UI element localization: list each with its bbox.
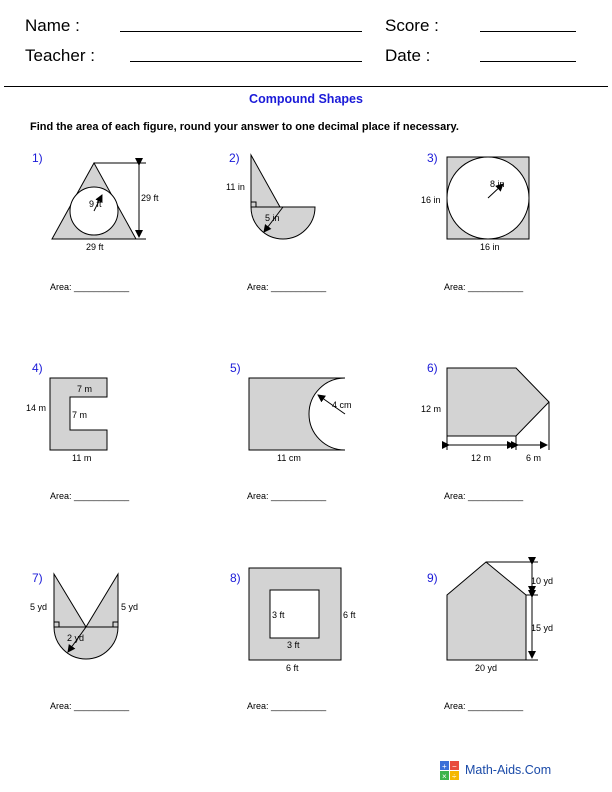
problem-1 bbox=[32, 151, 159, 292]
dim-label: 11 cm bbox=[277, 453, 301, 463]
area-answer[interactable]: Area: ___________ bbox=[444, 701, 524, 711]
dim-label: 7 m bbox=[77, 384, 93, 394]
problem-7 bbox=[30, 571, 138, 711]
problem-number: 8) bbox=[230, 571, 241, 585]
dim-label: 29 ft bbox=[86, 242, 104, 252]
triangle-shape bbox=[251, 155, 280, 207]
triangle-shape bbox=[54, 574, 86, 627]
dim-label: 16 in bbox=[421, 195, 441, 205]
rect-with-notch-shape bbox=[249, 378, 345, 450]
dim-label: 5 yd bbox=[121, 602, 139, 612]
dim-label: 29 ft bbox=[141, 193, 159, 203]
page-title: Compound Shapes bbox=[249, 92, 363, 106]
semicircle-shape bbox=[54, 627, 118, 659]
problem-number: 9) bbox=[427, 571, 438, 585]
dim-label: 10 yd bbox=[531, 576, 554, 586]
dim-label: 6 ft bbox=[343, 610, 356, 620]
area-answer[interactable]: Area: ___________ bbox=[247, 282, 327, 292]
pentagon-shape bbox=[447, 368, 549, 436]
dim-label: 20 yd bbox=[475, 663, 498, 673]
brand-link[interactable]: Math-Aids.Com bbox=[465, 763, 552, 777]
problem-5 bbox=[230, 361, 352, 501]
problem-number: 5) bbox=[230, 361, 241, 375]
triangle-shape bbox=[86, 574, 118, 627]
problem-2 bbox=[226, 151, 327, 292]
teacher-label: Teacher : bbox=[25, 46, 95, 65]
dim-label: 14 m bbox=[26, 403, 47, 413]
area-answer[interactable]: Area: ___________ bbox=[247, 701, 327, 711]
problem-number: 3) bbox=[427, 151, 438, 165]
area-answer[interactable]: Area: ___________ bbox=[50, 282, 130, 292]
area-answer[interactable]: Area: ___________ bbox=[50, 491, 130, 501]
dim-label: 6 ft bbox=[286, 663, 299, 673]
area-answer[interactable]: Area: ___________ bbox=[50, 701, 130, 711]
instructions: Find the area of each figure, round your answer to one decimal place if necessary. bbox=[30, 121, 459, 133]
svg-text:+: + bbox=[442, 762, 447, 771]
dim-label: 15 yd bbox=[531, 623, 554, 633]
dim-label: 3 ft bbox=[272, 610, 285, 620]
score-label: Score : bbox=[385, 16, 439, 35]
dim-label: 4 cm bbox=[332, 400, 352, 410]
house-shape bbox=[447, 562, 526, 660]
dim-label: 6 m bbox=[526, 453, 542, 463]
area-answer[interactable]: Area: ___________ bbox=[444, 282, 524, 292]
dim-label: 5 yd bbox=[30, 602, 48, 612]
svg-text:−: − bbox=[452, 762, 457, 771]
dim-label: 12 m bbox=[471, 453, 492, 463]
problem-number: 7) bbox=[32, 571, 43, 585]
svg-text:×: × bbox=[442, 772, 447, 781]
problem-number: 1) bbox=[32, 151, 43, 165]
dim-label: 3 ft bbox=[287, 640, 300, 650]
dim-label: 11 in bbox=[226, 182, 245, 192]
calculator-logo-icon bbox=[440, 761, 460, 781]
dim-label: 8 in bbox=[490, 179, 505, 189]
problem-number: 4) bbox=[32, 361, 43, 375]
semicircle-shape bbox=[251, 207, 315, 239]
problem-number: 6) bbox=[427, 361, 438, 375]
dim-label: 11 m bbox=[72, 453, 92, 463]
dim-label: 5 in bbox=[265, 213, 280, 223]
dim-label: 12 m bbox=[421, 404, 442, 414]
svg-text:÷: ÷ bbox=[452, 772, 457, 781]
problem-9 bbox=[427, 562, 553, 711]
problem-8 bbox=[230, 568, 356, 711]
problem-3 bbox=[421, 151, 529, 292]
date-label: Date : bbox=[385, 46, 431, 65]
name-label: Name : bbox=[25, 16, 80, 35]
area-answer[interactable]: Area: ___________ bbox=[444, 491, 524, 501]
problem-4 bbox=[26, 361, 130, 501]
dim-label: 7 m bbox=[72, 410, 88, 420]
area-answer[interactable]: Area: ___________ bbox=[247, 491, 327, 501]
dim-label: 9 ft bbox=[89, 199, 102, 209]
dim-label: 16 in bbox=[480, 242, 500, 252]
dim-label: 2 yd bbox=[67, 633, 85, 643]
problem-number: 2) bbox=[229, 151, 240, 165]
problem-6 bbox=[421, 361, 549, 501]
